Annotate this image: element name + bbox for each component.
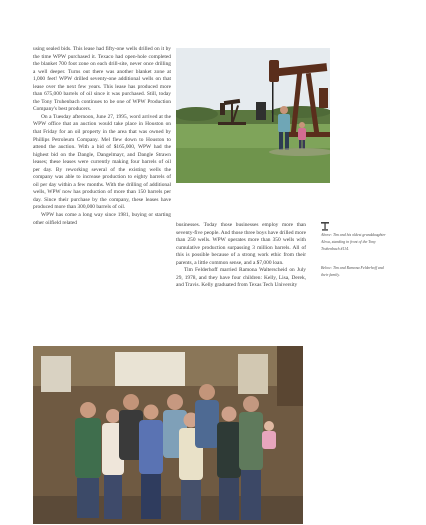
oilfield-photo-illustration: [176, 48, 330, 183]
pumpjack-icon: [321, 221, 329, 231]
text-column-middle: [176, 222, 306, 290]
caption-below: Below: Tim and Ramona Felderhoff and their family.: [321, 266, 384, 278]
paragraph: Tim Felderhoff married Ramona Walterscheid on July 29, 1978, and they have four children: Kelly, Lisa, Derek, and Travis. Kelly graduated from Texas Tech University: [176, 267, 306, 289]
paragraph: On a Tuesday afternoon, June 27, 1995, word arrived at the WPW office that an auction would take place in Houston on that Friday for an oil property in the area that was owned by Phillips Petroleum Company. Mel flew down to Houston to attend the auction. With a bid of $165,000, WPW had the highest bid on the Dangle, Dangelmayr, and Dangle Strawn leases; these leases were currently making four barrels of oil per day. By reworking several of the existing wells the company was able to increase production to eighty barrels of oil per day within a few months. With the drilling of additional wells, WPW now has production of more than 150 barrels per day. Since their purchase by the company, these leases have produced more than 300,000 barrels of oil.: [33, 113, 171, 211]
paragraph: using sealed bids. This lease had fifty-one wells drilled on it by the time WPW purchased it. Texaco had open-hole completed the blanket 700 foot zone on each drill-site, never once drilling a well deeper. Turns out there was another blanket zone at 1,000 feet! WPW drilled seventy-one additional wells on that lease over the next few years. This lease has produced more than 675,000 barrels of oil since it was purchased. Still, today the Tony Truhenbach continues to be one of WPW Production Company's best producers.: [33, 46, 171, 113]
family-photo-illustration: [33, 346, 303, 524]
paragraph: WPW has come a long way since 1981, buying or starting other oilfield related: [33, 212, 171, 226]
text-column-left: [33, 46, 171, 227]
caption-above: Above: Tim and his oldest granddaughter Alexa, standing in front of the Tony Truhenbach #114.: [321, 233, 386, 252]
oilfield-photo: [176, 48, 330, 183]
family-photo: [33, 346, 303, 524]
paragraph: businesses. Today those businesses employ more than seventy-five people. And those three boys have drilled more than 250 wells. WPW operates more than 350 wells with cumulative production surpassing 3 million barrels. All of this is possible because of a strong work ethic from their parents, a little common sense, and a $7,000 loan.: [176, 222, 306, 266]
